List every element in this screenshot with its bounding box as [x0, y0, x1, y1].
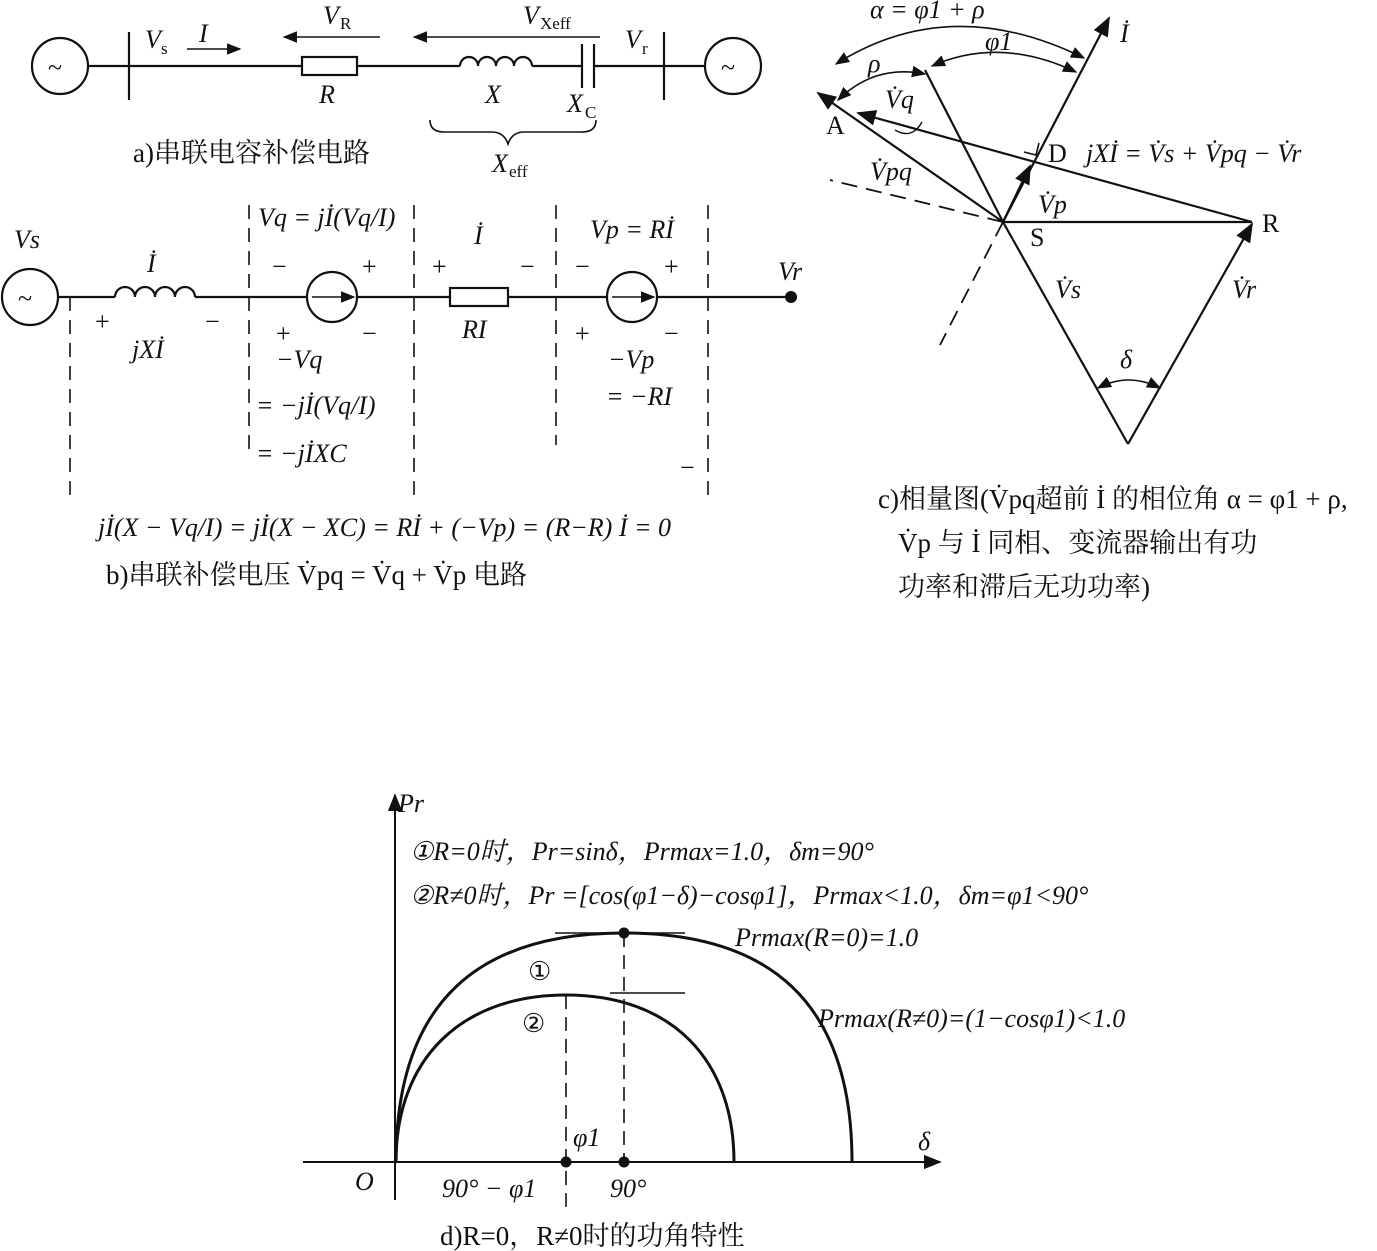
node-vr — [785, 291, 797, 303]
label-vs-sub: s — [161, 39, 168, 58]
caption-b: b)串联补偿电压 V̇pq = V̇q + V̇p 电路 — [106, 560, 527, 590]
label-vr-top: V — [323, 1, 339, 30]
minus-vq: − — [272, 252, 287, 281]
label-vr: V — [625, 25, 641, 54]
caption-c-line1: c)相量图(V̇pq超前 İ 的相位角 α = φ1 + ρ, — [878, 484, 1348, 514]
minus-1: − — [205, 307, 220, 336]
panel-a-series-capacitor-circuit — [32, 32, 761, 144]
label-vxeff-sub: Xeff — [540, 14, 571, 33]
phasor-vs — [1003, 222, 1128, 444]
pmax-2-label: Prmax(R≠0)=(1−cosφ1)<1.0 — [818, 1004, 1126, 1033]
label-xc-sub: C — [585, 103, 597, 122]
label-x: X — [485, 80, 501, 109]
plus-r: + — [432, 252, 447, 281]
label-rho: ρ — [868, 49, 881, 78]
inductor-jx — [115, 287, 195, 297]
label-xc: X — [567, 89, 583, 118]
curve-2-label: ② — [522, 1009, 546, 1038]
minus-end: − — [680, 453, 695, 482]
label-r: R — [319, 80, 335, 109]
label-vq-def: Vq = jİ(Vq/I) — [258, 203, 396, 232]
origin-label: O — [355, 1167, 374, 1196]
label-vpq-c: V̇pq — [870, 157, 912, 186]
label-i: I — [199, 19, 208, 48]
label-jxi: jXİ — [132, 335, 164, 364]
label-d: D — [1048, 139, 1067, 168]
label-vp-def: Vp = Rİ — [590, 215, 674, 244]
caption-c-line2: V̇p 与 İ 同相、变流器输出有功 — [898, 528, 1258, 558]
caption-d: d)R=0，R≠0时的功角特性 — [440, 1221, 745, 1251]
label-neg-vp: −Vp — [608, 345, 655, 374]
tick-90: 90° — [610, 1174, 647, 1203]
x-axis-label: δ — [918, 1127, 931, 1156]
label-i-c: İ — [1120, 19, 1129, 48]
source-s-symbol: ~ — [48, 53, 63, 82]
label-neg-vp-eq: = −RI — [606, 382, 673, 411]
equation-b: jİ(X − Vq/I) = jİ(X − XC) = Rİ + (−Vp) = (R−R) İ = 0 — [98, 513, 672, 542]
minus-r: − — [520, 252, 535, 281]
label-vr-sub: r — [642, 39, 648, 58]
source-b-symbol: ~ — [18, 284, 33, 313]
label-a: A — [826, 111, 845, 140]
phasor-vr — [1128, 224, 1252, 444]
panel-b-series-voltage-circuit — [2, 205, 790, 500]
plus-vp: + — [664, 252, 679, 281]
pmax-1-label: Prmax(R=0)=1.0 — [735, 923, 919, 952]
curve-1-label: ① — [528, 957, 552, 986]
label-b-vs: Vs — [14, 225, 40, 254]
resistor-ri — [450, 288, 508, 306]
label-xeff: X — [492, 149, 508, 178]
curve-2 — [396, 995, 734, 1162]
label-b-vr: Vr — [778, 257, 803, 286]
inductor-x — [460, 57, 532, 66]
label-vr-c: V̇r — [1232, 275, 1257, 304]
y-axis-label: Pr — [398, 789, 424, 818]
source-r-symbol: ~ — [721, 53, 736, 82]
label-b-i-mid: İ — [474, 221, 483, 250]
label-neg-vq: −Vq — [276, 345, 323, 374]
label-vxeff: V — [523, 1, 539, 30]
minus-vq-low: − — [362, 319, 377, 348]
tick-90-minus-phi1: 90° − φ1 — [442, 1174, 537, 1203]
plus-vq-low: + — [276, 319, 291, 348]
plus-vq: + — [362, 252, 377, 281]
legend-2: ②R≠0时，Pr =[cos(φ1−δ)−cosφ1]，Prmax<1.0，δm=φ1<90° — [410, 881, 1089, 910]
label-vs-c: V̇s — [1055, 275, 1081, 304]
label-delta-c: δ — [1120, 345, 1133, 374]
phasor-vq — [925, 70, 1003, 222]
label-alpha-eq: α = φ1 + ρ — [870, 0, 985, 24]
legend-1: ①R=0时，Pr=sinδ，Prmax=1.0，δm=90° — [410, 837, 874, 866]
label-s: S — [1030, 223, 1045, 252]
label-vp-c: V̇p — [1038, 190, 1067, 219]
label-neg-vq-eq1: = −jİ(Vq/I) — [256, 391, 376, 420]
caption-a: a)串联电容补偿电路 — [133, 138, 370, 168]
minus-vp-low: − — [664, 319, 679, 348]
tick-phi1: φ1 — [573, 1123, 601, 1152]
label-xeff-sub: eff — [509, 162, 528, 181]
label-neg-vq-eq2: = −jİXC — [256, 439, 347, 468]
label-ri: RI — [462, 315, 487, 344]
caption-c-line3: 功率和滞后无功功率) — [898, 572, 1150, 602]
label-vq-c: V̇q — [885, 85, 914, 114]
minus-vp: − — [575, 252, 590, 281]
label-vs: V — [145, 25, 161, 54]
plus-1: + — [95, 307, 110, 336]
resistor-r — [302, 57, 357, 75]
label-jxi-eq: jXİ = V̇s + V̇pq − V̇r — [1086, 139, 1302, 168]
label-b-i-top: İ — [147, 249, 156, 278]
label-r-c: R — [1262, 209, 1280, 238]
label-phi1-c: φ1 — [985, 27, 1013, 56]
plus-vp-low: + — [575, 319, 590, 348]
label-vr-top-sub: R — [340, 14, 352, 33]
